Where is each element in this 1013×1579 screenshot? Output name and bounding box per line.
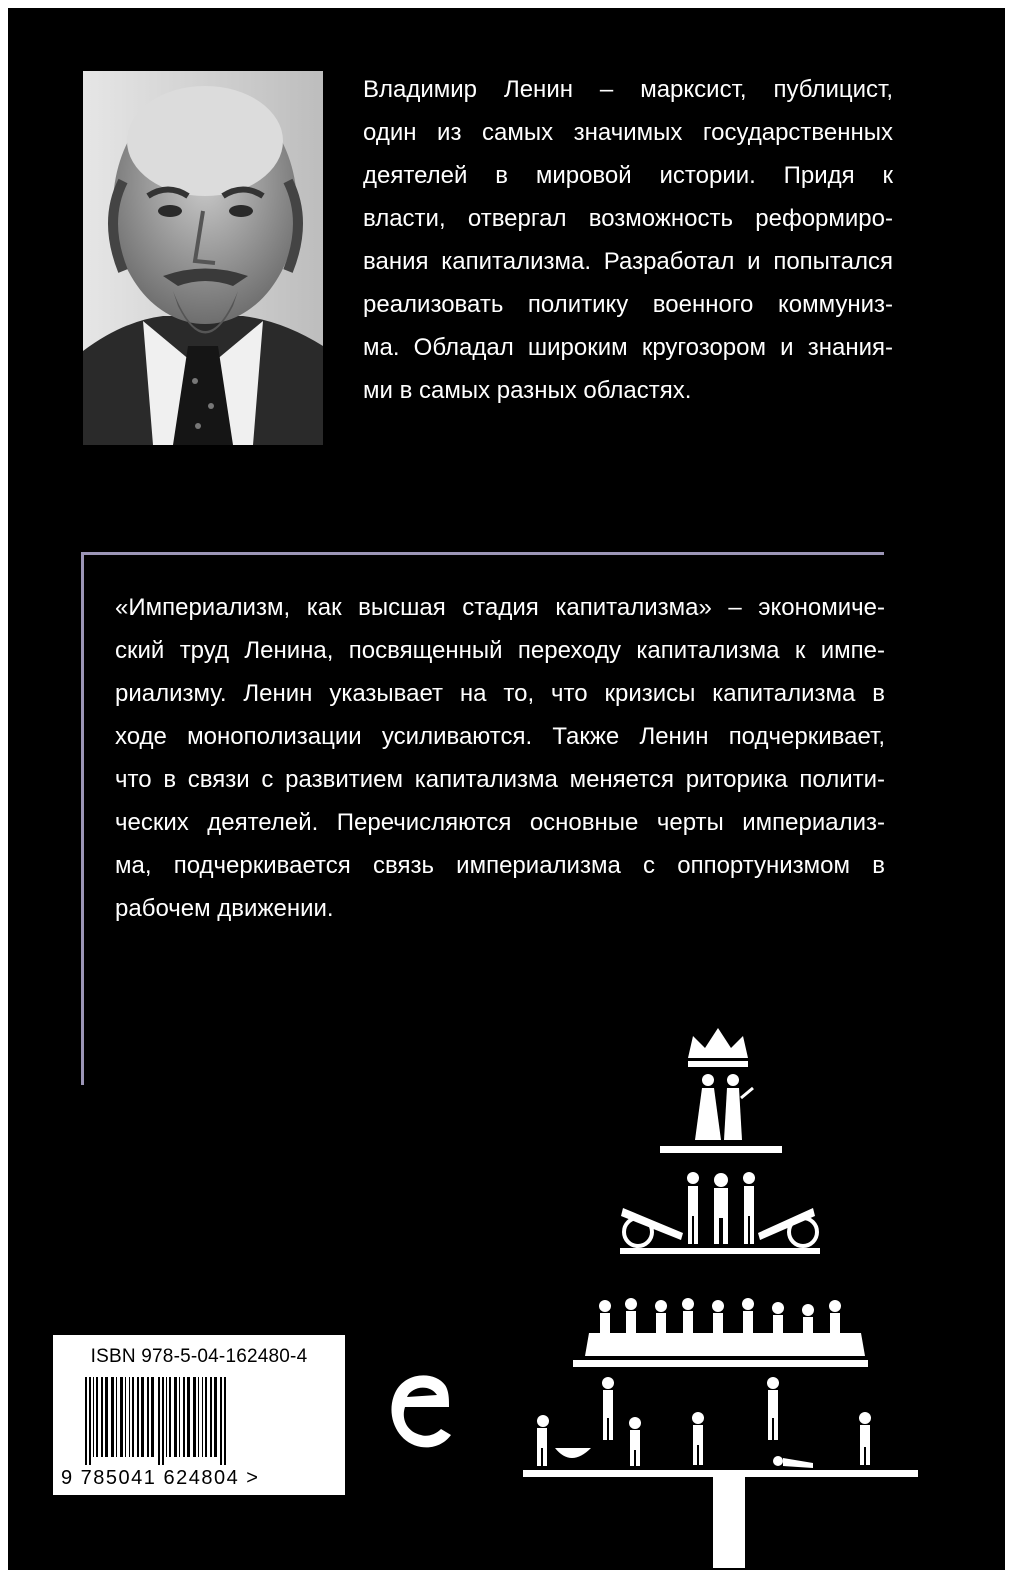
isbn-label: ISBN 978-5-04-162480-4	[90, 1346, 308, 1367]
barcode-bar	[214, 1377, 217, 1457]
barcode-bar	[93, 1377, 94, 1457]
barcode-bar	[169, 1377, 171, 1457]
barcode-digits: 9 785041 624804 >	[61, 1467, 260, 1489]
barcode-bar	[179, 1377, 180, 1457]
barcode-bar	[120, 1377, 123, 1457]
barcode-bar	[137, 1377, 139, 1457]
barcode-bar	[96, 1377, 98, 1457]
bio-line: Владимир Ленин – марксист, публицист,	[363, 76, 893, 103]
bio-line: деятелей в мировой истории. Придя к	[363, 162, 893, 189]
barcode-bar	[151, 1377, 154, 1457]
capitalism-pyramid-illustration	[513, 1008, 918, 1568]
annotation-line: ческих деятелей. Перечисляются основные черты империализ-	[115, 809, 885, 836]
barcode-bar	[116, 1377, 117, 1457]
isbn-barcode-block	[53, 1335, 345, 1495]
annotation-line: ский труд Ленина, посвященный переходу капитализма к импе-	[115, 637, 885, 664]
author-portrait	[83, 71, 323, 445]
back-cover	[8, 8, 1005, 1570]
publisher-logo-icon	[383, 1363, 463, 1463]
barcode-bar	[101, 1377, 103, 1457]
annotation-line: риализму. Ленин указывает на то, что кризисы капитализма в	[115, 680, 885, 707]
barcode-bar	[111, 1377, 114, 1457]
bio-line: ма. Обладал широким кругозором и знания-	[363, 334, 893, 361]
barcode-bar	[89, 1377, 91, 1465]
barcode-bar	[166, 1377, 167, 1457]
barcode-bar	[129, 1377, 130, 1457]
barcode-bar	[174, 1377, 177, 1457]
barcode-bar	[147, 1377, 149, 1457]
author-portrait-image	[83, 71, 323, 445]
bio-line: один из самых значимых государственных	[363, 119, 893, 146]
barcode-bar	[220, 1377, 222, 1465]
annotation-line: «Империализм, как высшая стадия капитализма» – экономиче-	[115, 594, 885, 621]
annotation-line: ма, подчеркивается связь империализма с оппортунизмом в	[115, 852, 885, 879]
barcode-bar	[193, 1377, 196, 1457]
barcode-bar	[105, 1377, 108, 1457]
barcode-bar	[132, 1377, 134, 1457]
barcode-bar	[125, 1377, 126, 1457]
barcode	[85, 1377, 315, 1465]
barcode-bar	[187, 1377, 190, 1457]
bio-line: реализовать политику военного коммуниз-	[363, 291, 893, 318]
bio-line: власти, отвергал возможность реформиро-	[363, 205, 893, 232]
bio-line: ми в самых разных областях.	[363, 377, 692, 404]
barcode-bar	[205, 1377, 207, 1457]
barcode-bar	[162, 1377, 164, 1465]
author-bio	[363, 68, 893, 412]
barcode-bar	[198, 1377, 199, 1457]
book-annotation	[115, 586, 885, 930]
barcode-bar	[202, 1377, 203, 1457]
barcode-bar	[224, 1377, 226, 1465]
barcode-bar	[85, 1377, 87, 1465]
annotation-line: рабочем движении.	[115, 895, 334, 922]
barcode-bar	[141, 1377, 144, 1457]
barcode-bar	[158, 1377, 160, 1465]
annotation-line: ходе монополизации усиливаются. Также Ленин подчеркивает,	[115, 723, 885, 750]
barcode-bar	[210, 1377, 212, 1457]
bio-line: вания капитализма. Разработал и попытался	[363, 248, 893, 275]
annotation-line: что в связи с развитием капитализма меняется риторика полити-	[115, 766, 885, 793]
barcode-bar	[183, 1377, 185, 1457]
